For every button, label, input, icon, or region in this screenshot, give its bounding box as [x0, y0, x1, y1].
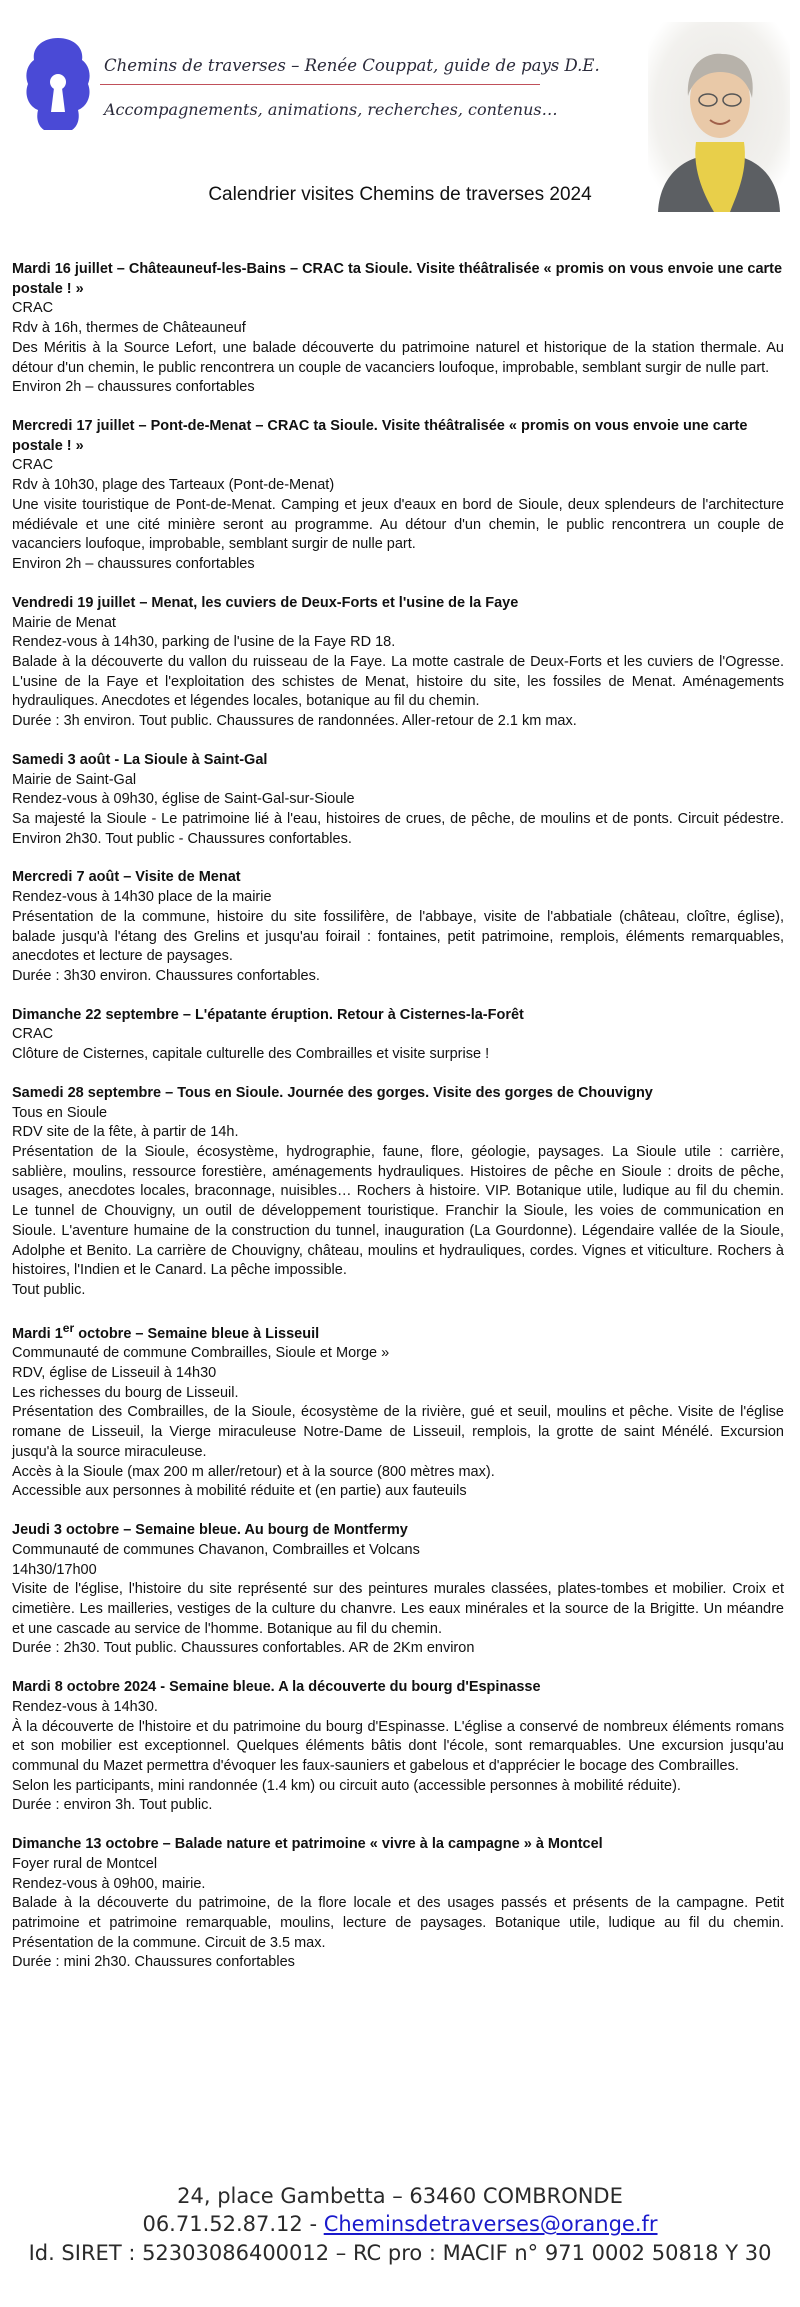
- footer-phone: 06.71.52.87.12 -: [142, 2212, 324, 2237]
- event-meeting-point: 14h30/17h00: [12, 1561, 97, 1578]
- event-heading: Vendredi 19 juillet – Menat, les cuviers de Deux-Forts et l'usine de la Faye: [12, 594, 519, 611]
- event-info: Tout public.: [12, 1282, 86, 1299]
- event-heading: Mardi 8 octobre 2024 - Semaine bleue. A la découverte du bourg d'Espinasse: [12, 1679, 541, 1696]
- event-heading: Jeudi 3 octobre – Semaine bleue. Au bourg de Montfermy: [12, 1522, 408, 1539]
- event-description: Balade à la découverte du vallon du ruisseau de la Faye. La motte castrale de Deux-Forts et les cuviers de l'Ogresse. L'usine de la Faye et l'exploitation des schistes de Menat, histoire du site, les fossiles de Menat. Aménagements hydrauliques. Anecdotes et légendes locales, botanique au fil du chemin.: [12, 653, 784, 710]
- event-meeting-point: RDV, église de Lisseuil à 14h30: [12, 1365, 217, 1382]
- event-heading-title: octobre – Semaine bleue à Lisseuil: [74, 1325, 320, 1342]
- event-heading: Samedi 3 août - La Sioule à Saint-Gal: [12, 751, 268, 768]
- event-description: Présentation des Combrailles, de la Sioule, écosystème de la rivière, gué et seuil, moulins et pêche. Visite de l'église romane de Lisseuil, la Vierge miraculeuse Notre-Dame de Lisseuil, remplois, la grotte de saint Ménélé. Excursion jusqu'à la source miraculeuse.: [12, 1404, 784, 1460]
- event-item: [12, 1006, 784, 1065]
- company-tagline: Chemins de traverses – Renée Couppat, guide de pays D.E.: [104, 56, 600, 75]
- event-access: Accès à la Sioule (max 200 m aller/retour) et à la source (800 mètres max).: [12, 1463, 495, 1480]
- event-organizer: Communauté de communes Chavanon, Combrailles et Volcans: [12, 1541, 420, 1558]
- event-description: Présentation de la Sioule, écosystème, hydrographie, faune, flore, géologie, paysages. La Sioule utile : carrière, sablière, moulins, ressource forestière, aménagements hydrauliques. Histoires de pêche en Sioule : droits de pêche, usages, anecdotes locales, braconnage, nuisibles… Rochers à histoire. VIP. Botanique utile, ludique au fil du chemin. Le tunnel de Chouvigny, un outil de développement touristique. Franchir la Sioule, les voies de communication en Sioule. L'aventure humaine de la construction du tunnel, inauguration (La Gourdonne). Légendaire vallée de la Sioule, Adolphe et Benito. La carrière de Chouvigny, château, moulins et hydrauliques, cordes. Vignes et viticulture. Rochers à histoires, l'Indien et le Canard. La pêche impossible.: [12, 1144, 784, 1279]
- event-heading: Mercredi 7 août – Visite de Menat: [12, 869, 241, 886]
- event-list: [12, 260, 784, 1992]
- event-meeting-point: Rdv à 16h, thermes de Châteauneuf: [12, 320, 246, 337]
- event-item: [12, 1320, 784, 1502]
- event-item: [12, 260, 784, 398]
- event-organizer: CRAC: [12, 457, 54, 474]
- event-item: [12, 868, 784, 986]
- event-description: Balade à la découverte du patrimoine, de la flore locale et des usages passés et présents de la campagne. Petit patrimoine et patrimoine remarquable, moulins, lecture de paysages. Botanique utile, ludique au fil du chemin. Présentation de la commune. Circuit de 3.5 max.: [12, 1895, 784, 1951]
- event-description: Clôture de Cisternes, capitale culturelle des Combrailles et visite surprise !: [12, 1046, 490, 1063]
- event-heading: Mercredi 17 juillet – Pont-de-Menat – CRAC ta Sioule. Visite théâtralisée « promis on vous envoie une carte postale ! »: [12, 418, 748, 454]
- event-heading: Dimanche 13 octobre – Balade nature et patrimoine « vivre à la campagne » à Montcel: [12, 1836, 603, 1853]
- event-meeting-point: Rdv à 10h30, plage des Tarteaux (Pont-de-Menat): [12, 477, 335, 494]
- event-item: [12, 1678, 784, 1816]
- event-meeting-point: Rendez-vous à 09h30, église de Saint-Gal-sur-Sioule: [12, 791, 355, 808]
- event-info: Durée : mini 2h30. Chaussures confortables: [12, 1954, 295, 1971]
- event-description: Sa majesté la Sioule - Le patrimoine lié à l'eau, histoires de crues, de pêche, de moulins et de ponts. Circuit pédestre. Environ 2h30. Tout public - Chaussures confortables.: [12, 810, 784, 847]
- event-info: Environ 2h – chaussures confortables: [12, 379, 255, 396]
- event-description: Présentation de la commune, histoire du site fossilifère, de l'abbaye, visite de l'abbatiale (château, cloître, église), balade jusqu'à l'étang des Grelins et jusqu'au foirail : fontaines, petit patrimoine, remplois, éléments remarquables, anecdotes et lecture de paysages.: [12, 908, 784, 965]
- footer-address: 24, place Gambetta – 63460 COMBRONDE: [177, 2184, 623, 2208]
- event-item: [12, 1835, 784, 1973]
- event-item: [12, 1084, 784, 1301]
- event-heading: Dimanche 22 septembre – L'épatante éruption. Retour à Cisternes-la-Forêt: [12, 1006, 524, 1023]
- event-organizer: CRAC: [12, 300, 54, 317]
- event-access: Selon les participants, mini randonnée (1.4 km) ou circuit auto (accessible personnes à mobilité réduite).: [12, 1777, 681, 1794]
- event-heading: [12, 1320, 784, 1345]
- event-info: Durée : 3h30 environ. Chaussures confortables.: [12, 968, 320, 984]
- event-item: [12, 751, 784, 850]
- email-link[interactable]: Cheminsdetraverses@orange.fr: [323, 2212, 658, 2237]
- event-meeting-point: Rendez-vous à 14h30.: [12, 1698, 158, 1715]
- footer-contact: [0, 2210, 800, 2238]
- event-item: [12, 594, 784, 732]
- event-description: À la découverte de l'histoire et du patrimoine du bourg d'Espinasse. L'église a conservé de nombreux éléments romans et son mobilier est exceptionnel. Quelques éléments bâtis dont l'école, sont remarquables. Une excursion jusqu'au communal du Mazet permettra d'évoquer les faux-sauniers et gabelous et d'apprécier le bocage des Combrailles.: [12, 1718, 784, 1774]
- event-organizer: CRAC: [12, 1026, 54, 1043]
- event-item: [12, 1521, 784, 1659]
- event-meeting-point: Rendez-vous à 14h30 place de la mairie: [12, 889, 272, 906]
- event-organizer: Tous en Sioule: [12, 1104, 108, 1121]
- event-item: [12, 417, 784, 575]
- letterhead: [0, 0, 800, 240]
- event-heading: Mardi 16 juillet – Châteauneuf-les-Bains – CRAC ta Sioule. Visite théâtralisée « promis on vous envoie une carte postale ! »: [12, 261, 783, 297]
- event-info: Environ 2h – chaussures confortables: [12, 556, 255, 573]
- event-subtitle: Les richesses du bourg de Lisseuil.: [12, 1384, 239, 1401]
- footer-siret: Id. SIRET : 52303086400012 – RC pro : MACIF n° 971 0002 50818 Y 30: [28, 2240, 772, 2265]
- event-organizer: Mairie de Saint-Gal: [12, 771, 137, 788]
- event-meeting-point: Rendez-vous à 14h30, parking de l'usine de la Faye RD 18.: [12, 634, 396, 651]
- footer: [0, 2182, 800, 2267]
- event-info: Durée : 3h environ. Tout public. Chaussures de randonnées. Aller-retour de 2.1 km max.: [12, 713, 577, 730]
- page-title: Calendrier visites Chemins de traverses 2024: [208, 184, 592, 205]
- company-subtitle: Accompagnements, animations, recherches, contenus…: [104, 100, 558, 119]
- event-organizer: Communauté de commune Combrailles, Sioule et Morge »: [12, 1345, 390, 1362]
- event-organizer: Mairie de Menat: [12, 614, 116, 631]
- event-info: Durée : 2h30. Tout public. Chaussures confortables. AR de 2Km environ: [12, 1640, 475, 1657]
- event-info: Durée : environ 3h. Tout public.: [12, 1797, 213, 1814]
- event-heading-ordinal: er: [62, 1320, 75, 1335]
- event-meeting-point: RDV site de la fête, à partir de 14h.: [12, 1124, 239, 1141]
- event-description: Des Méritis à la Source Lefort, une balade découverte du patrimoine naturel et historique de la station thermale. Au détour d'un chemin, le public rencontrera un couple de vacanciers loufoque, improbable, semblant surgir de nulle part.: [12, 339, 784, 376]
- event-organizer: Foyer rural de Montcel: [12, 1855, 158, 1872]
- event-description: Visite de l'église, l'histoire du site représenté sur des peintures murales classées, plates-tombes et mobilier. Croix et cimetière. Les mailleries, vestiges de la culture du chanvre. Les eaux minérales et la source de la Brigitte. Un méandre et une cascade au service de l'homme. Botanique au fil du chemin.: [12, 1581, 784, 1637]
- header-rule: [100, 84, 540, 85]
- event-meeting-point: Rendez-vous à 09h00, mairie.: [12, 1875, 206, 1892]
- event-heading: Samedi 28 septembre – Tous en Sioule. Journée des gorges. Visite des gorges de Chouvigny: [12, 1084, 653, 1101]
- event-heading-date: Mardi 1: [12, 1325, 63, 1342]
- event-description: Une visite touristique de Pont-de-Menat. Camping et jeux d'eaux en bord de Sioule, deux splendeurs de l'architecture médiévale et une cité minière seront au programme. Au détour d'un chemin, le public rencontrera un couple de vacanciers loufoque, improbable, semblant surgir de nulle part.: [12, 496, 784, 553]
- logo-icon: [22, 34, 94, 134]
- event-info: Accessible aux personnes à mobilité réduite et (en partie) aux fauteuils: [12, 1483, 467, 1500]
